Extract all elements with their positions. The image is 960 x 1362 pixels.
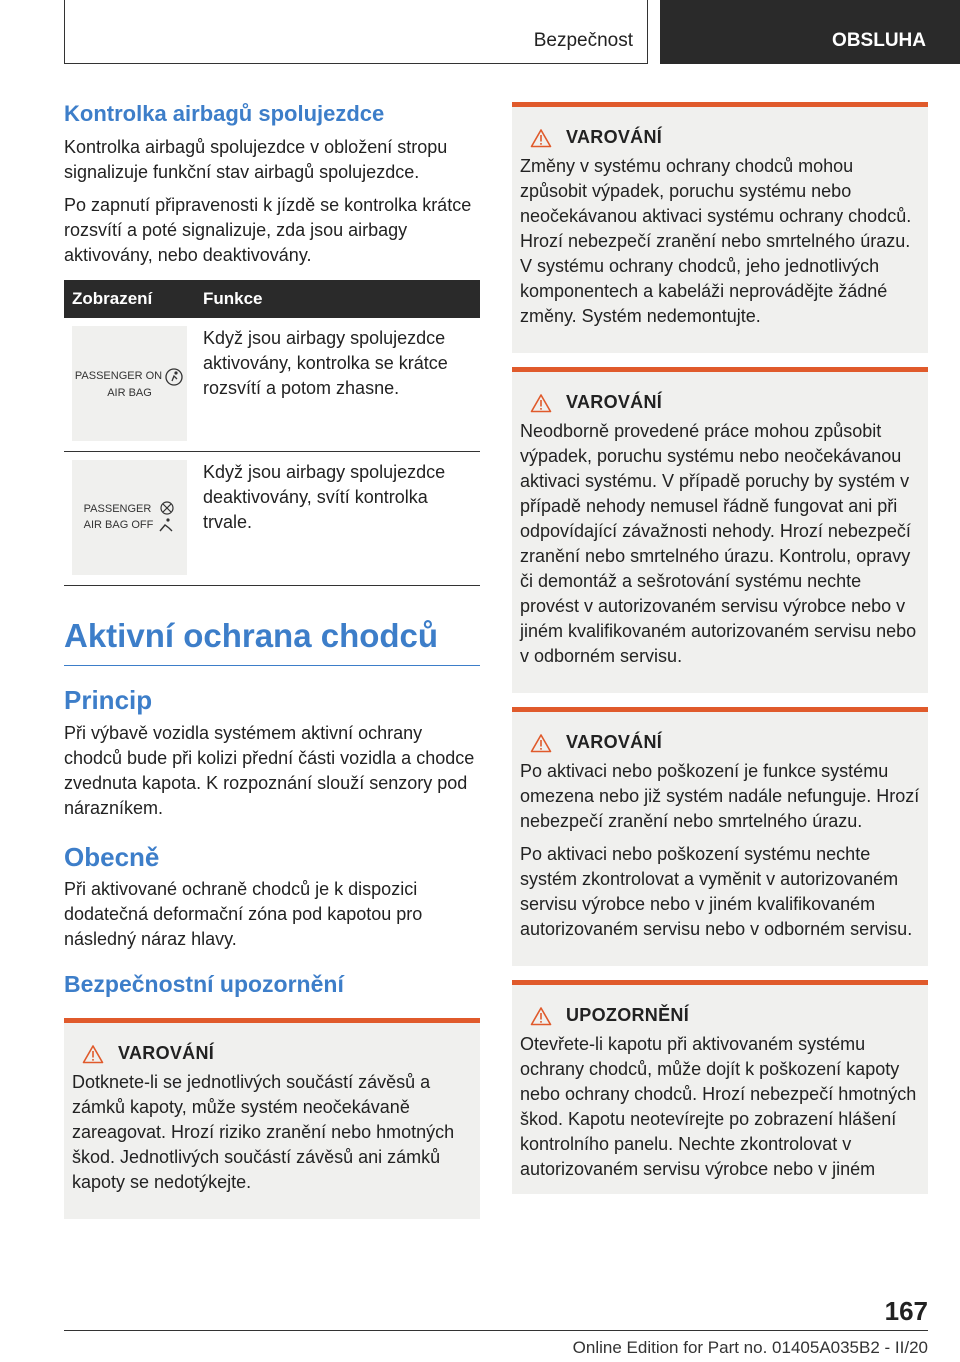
indicator-label-line1: PASSENGER — [83, 503, 152, 516]
warning-title: VAROVÁNÍ — [118, 1043, 215, 1064]
warning-text: Změny v systému ochrany chodců mohou způsobit výpadek, poruchu systému nebo neočekávanou aktivaci systému ochrany chodců. Hrozí nebezpečí zranění nebo smrtelného úrazu. V systému ochrany chodců, jeho jednotlivých komponentech a kabeláži neprovádějte žádné změny. Systém nedemontujte. — [520, 156, 912, 326]
warning-box — [512, 102, 928, 353]
indicator-label-line2: AIR BAG — [107, 386, 152, 399]
indicator-label-line1: PASSENGER ON — [74, 370, 163, 383]
safety-notes-heading: Bezpečnostní upozornění — [64, 971, 344, 998]
warning-triangle-icon — [530, 128, 552, 148]
left-column — [64, 100, 480, 1233]
warning-title: VAROVÁNÍ — [566, 392, 663, 412]
warning-box — [64, 1018, 480, 1219]
airbag-seat-icon — [164, 367, 184, 387]
warning-box — [512, 707, 928, 966]
caution-text: Otevřete-li kapotu při aktivovaném systému ochrany chodců, může dojít k poškození kapoty nebo ochrany chodců. Hrozí nebezpečí hmotných škod. Kapotu neotevírejte po zobrazení hlášení kontrolního panelu. Nechte zkontrolovat v autorizovaném servisu výrobce nebo v jiném — [520, 1034, 917, 1179]
principle-heading: Princip — [64, 685, 153, 716]
airbag-paragraph-1: Kontrolka airbagů spolujezdce v obložení stropu signalizuje funkční stav airbagů spolujezdce. — [64, 136, 448, 182]
table-cell-function: Když jsou airbagy spolujezdce aktivovány, kontrolka se krátce rozsvítí a potom zhasne. — [195, 318, 480, 452]
airbag-indicator-heading: Kontrolka airbagů spolujezdce — [64, 101, 385, 126]
warning-text: Neodborně provedené práce mohou způsobit výpadek, poruchu systému nebo neočekávanou aktivaci systému. V případě poruchy by systém v případě nehody nemusel řádně fungovat ani při odpovídající závažnosti nehody. Hrozí nebezpečí zranění nebo smrtelného úrazu. Kontrolu, opravy či demontáž a sešrotování systému nechte provést v autorizovaném servisu výrobce nebo v jiném kvalifikovaném autorizovaném servisu nebo v odborném servisu. — [520, 421, 917, 666]
right-column — [512, 102, 928, 1208]
warning-text: Dotknete-li se jednotlivých součástí závěsů a zámků kapoty, může systém neočekávaně zareagovat. Hrozí riziko zranění nebo hmotných škod. Jednotlivých součástí závěsů ani zámků kapoty se nedotýkejte. — [72, 1072, 455, 1193]
warning-triangle-icon — [82, 1044, 104, 1064]
airbag-paragraph-2: Po zapnutí připravenosti k jízdě se kontrolka krátce rozsvítí a poté signalizuje, zda jsou airbagy aktivovány, nebo deaktivovány. — [64, 194, 472, 265]
general-paragraph: Při aktivované ochraně chodců je k dispozici dodatečná deformační zóna pod kapotou pro následný náraz hlavy. — [64, 879, 423, 950]
warning-triangle-icon — [530, 733, 552, 753]
child-seat-icon — [157, 516, 175, 534]
header-chapter-title: OBSLUHA — [832, 30, 926, 51]
table-row — [64, 451, 480, 585]
header-chapter-tab — [660, 0, 960, 64]
general-heading: Obecně — [64, 841, 160, 872]
table-row — [64, 318, 480, 452]
header-section-title: Bezpečnost — [533, 30, 633, 51]
airbag-crossed-icon — [159, 500, 175, 516]
table-cell-function: Když jsou airbagy spolujezdce deaktivovány, svítí kontrolka trvale. — [195, 451, 480, 585]
edition-text: Online Edition for Part no. 01405A035B2 - II/20 — [572, 1338, 928, 1357]
footer-divider — [64, 1330, 928, 1331]
indicator-label-line2: AIR BAG OFF — [83, 518, 154, 531]
warning-triangle-icon — [530, 393, 552, 413]
header-left-box — [64, 0, 648, 64]
caution-title: UPOZORNĚNÍ — [566, 1005, 690, 1025]
airbag-indicator-table — [64, 280, 480, 586]
pedestrian-protection-title: Aktivní ochrana chodců — [64, 616, 480, 667]
warning-text: Po aktivaci nebo poškození je funkce systému omezena nebo již systém nadále nefunguje. Hrozí nebezpečí zranění nebo smrtelného úrazu. — [520, 761, 920, 831]
caution-box — [512, 980, 928, 1194]
passenger-airbag-off-indicator — [72, 460, 187, 575]
principle-paragraph: Při výbavě vozidla systémem aktivní ochrany chodců bude při kolizi přední části vozidla a chodce zvednuta kapota. K rozpoznání slouží senzory pod nárazníkem. — [64, 722, 475, 818]
table-header-display: Zobrazení — [64, 280, 195, 318]
warning-title: VAROVÁNÍ — [566, 127, 663, 147]
warning-box — [512, 367, 928, 693]
warning-text: Po aktivaci nebo poškození systému nechte systém zkontrolovat a vyměnit v autorizovaném servisu výrobce nebo v jiném kvalifikovaném autorizovaném servisu nebo v odborném servisu. — [520, 844, 913, 939]
passenger-airbag-on-indicator — [72, 326, 187, 441]
warning-title: VAROVÁNÍ — [566, 732, 663, 752]
page-number: 167 — [884, 1296, 928, 1326]
table-header-function: Funkce — [195, 280, 480, 318]
caution-triangle-icon — [530, 1006, 552, 1026]
